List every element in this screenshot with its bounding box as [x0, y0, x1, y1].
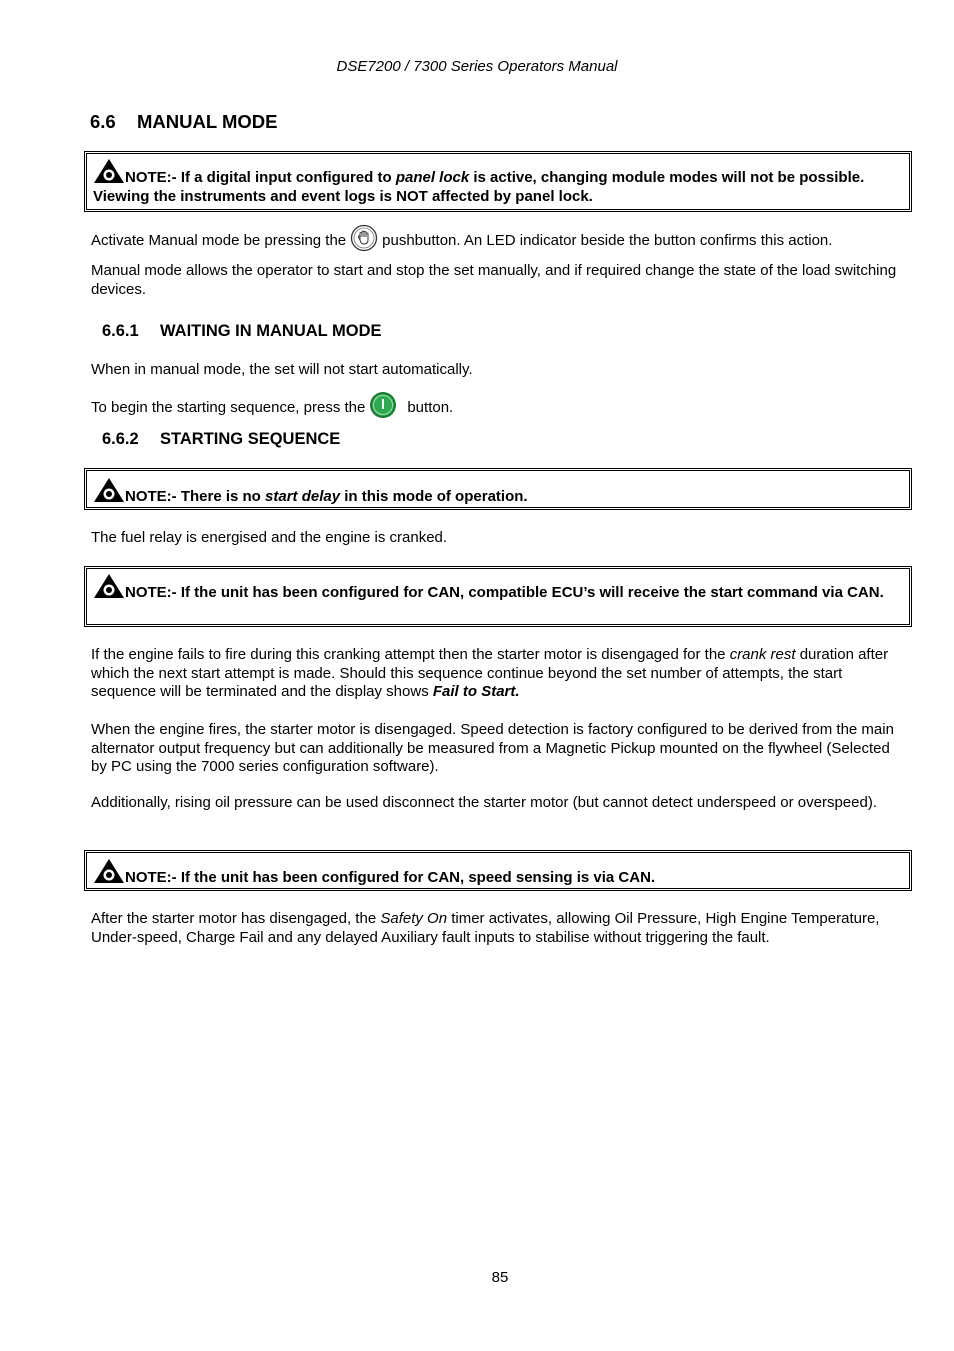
page-header: DSE7200 / 7300 Series Operators Manual: [336, 58, 618, 75]
paragraph-fuel-relay: The fuel relay is energised and the engine is cranked.: [91, 529, 448, 546]
paragraph-begin-start: To begin the starting sequence, press the button.: [91, 391, 906, 419]
subsection-heading-waiting: 6.6.1 WAITING IN MANUAL MODE: [102, 322, 382, 340]
note-text: NOTE:- If the unit has been configured for CAN, speed sensing is via CAN.: [93, 858, 903, 887]
warning-triangle-icon: [93, 573, 125, 599]
start-button-icon: [369, 391, 397, 419]
warning-triangle-icon: [93, 858, 125, 884]
page-number: 85: [491, 1269, 509, 1286]
hand-button-icon: [350, 224, 378, 252]
note-box-can-ecu: [84, 566, 912, 627]
subsection-heading-starting: 6.6.2 STARTING SEQUENCE: [102, 430, 341, 448]
paragraph-safety-on: After the starter motor has disengaged, the Safety On timer activates, allowing Oil Pressure, High Engine Temperature, Under-speed, Charge Fail and any delayed Auxiliary fault inputs to stabilise without triggering the fault.: [91, 910, 880, 946]
note-text: NOTE:- If the unit has been configured for CAN, compatible ECU’s will receive the start command via CAN.: [93, 573, 903, 602]
note-box-start-delay: [84, 468, 912, 510]
warning-triangle-icon: [93, 477, 125, 503]
note-text: NOTE:- If a digital input configured to panel lock is active, changing module modes will not be possible. Viewing the instruments and event logs is NOT affected by panel lock.: [93, 158, 903, 206]
paragraph-manual-mode: Manual mode allows the operator to start and stop the set manually, and if required change the state of the load switching devices.: [91, 262, 897, 298]
paragraph-no-auto-start: When in manual mode, the set will not start automatically.: [91, 361, 473, 378]
paragraph-speed-detection: When the engine fires, the starter motor is disengaged. Speed detection is factory configured to be derived from the main alternator output frequency but can additionally be measured from a Magnetic Pickup mounted on the flywheel (Selected by PC using the 7000 series configuration software).: [91, 721, 894, 775]
section-title: MANUAL MODE: [137, 111, 278, 132]
paragraph-activate-manual: Activate Manual mode be pressing the pushbutton. An LED indicator beside the button confirms this action.: [91, 224, 906, 252]
note-box-can-speed: [84, 850, 912, 891]
note-text: NOTE:- There is no start delay in this mode of operation.: [93, 477, 903, 506]
section-number: 6.6: [90, 111, 116, 132]
warning-triangle-icon: [93, 158, 125, 184]
paragraph-crank-rest: If the engine fails to fire during this cranking attempt then the starter motor is disengaged for the crank rest duration after which the next start attempt is made. Should this sequence continue beyond the set number of attempts, the start sequence will be terminated and the display shows Fail to Start.: [91, 646, 889, 700]
note-box-panel-lock: [84, 151, 912, 212]
section-heading: [90, 111, 277, 133]
paragraph-oil-pressure: Additionally, rising oil pressure can be used disconnect the starter motor (but cannot detect underspeed or overspeed).: [91, 794, 877, 811]
